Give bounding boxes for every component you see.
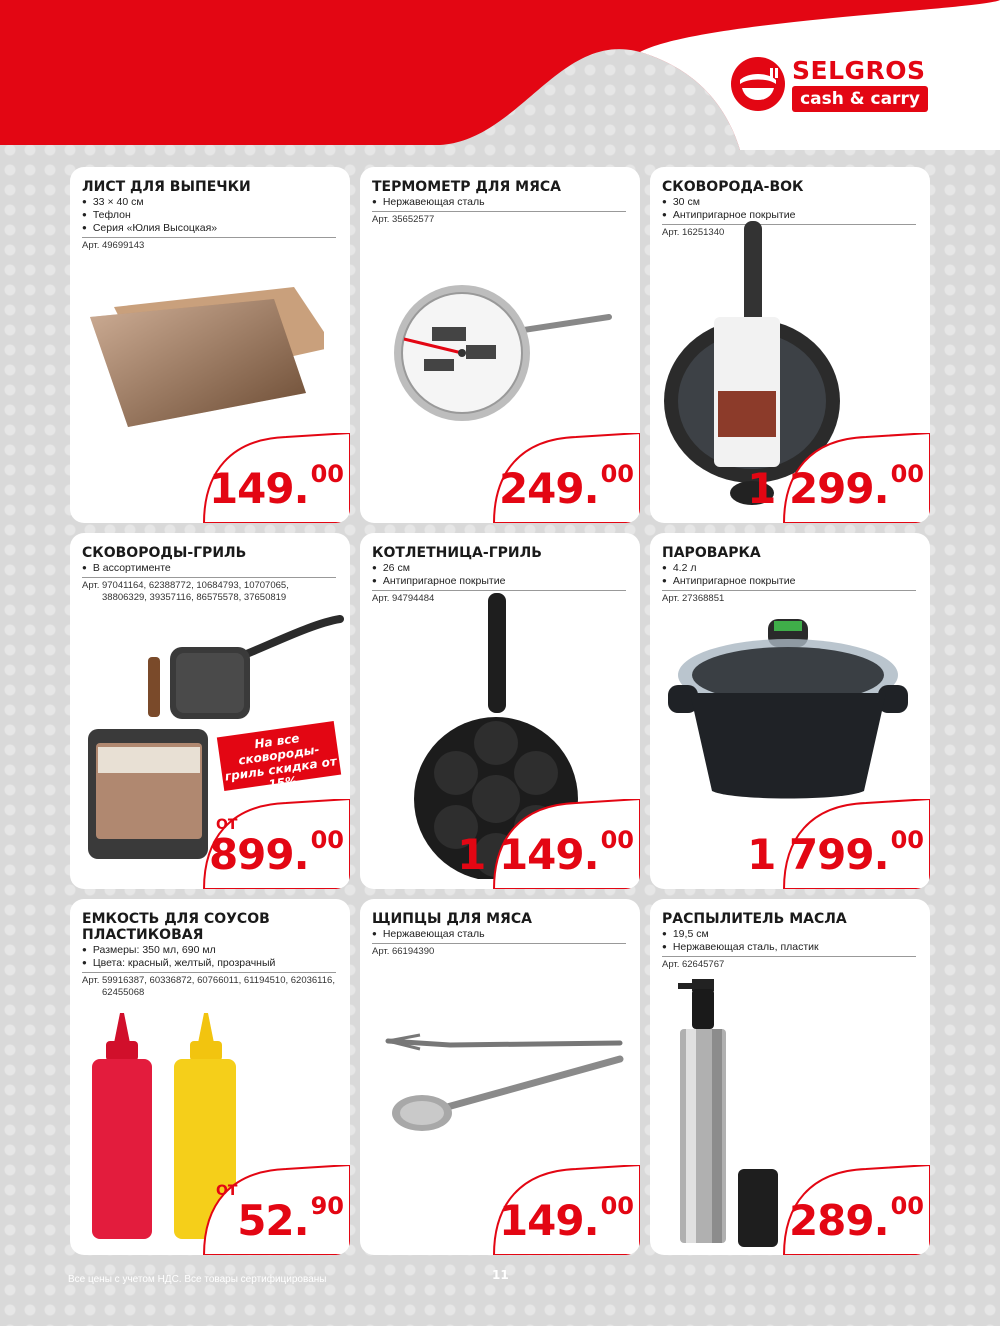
- product-title: РАСПЫЛИТЕЛЬ МАСЛА: [662, 911, 847, 927]
- product-card-grill-pans[interactable]: [70, 533, 350, 889]
- brand-tagline: cash & carry: [792, 86, 928, 112]
- price: 249.00: [498, 460, 634, 513]
- promo-label: На все сковороды-гриль скидка от 15%: [217, 721, 341, 791]
- price: 52.90: [237, 1192, 344, 1245]
- article-number: Арт. 35652577: [372, 211, 626, 226]
- price-tag: [490, 433, 640, 523]
- article-number: Арт. 27368851: [662, 590, 916, 605]
- product-card-wok[interactable]: [650, 167, 930, 523]
- product-card-sauce-bottles[interactable]: [70, 899, 350, 1255]
- product-title: ТЕРМОМЕТР ДЛЯ МЯСА: [372, 179, 561, 195]
- price-tag: [200, 799, 350, 889]
- feature-item: ● 19,5 см: [662, 928, 920, 941]
- feature-item: ● 26 см: [372, 562, 630, 575]
- price-tag: [457, 799, 640, 889]
- brand-name: SELGROS: [792, 56, 926, 85]
- product-card-oil-sprayer[interactable]: [650, 899, 930, 1255]
- product-title: КОТЛЕТНИЦА-ГРИЛЬ: [372, 545, 542, 561]
- feature-list: [82, 944, 340, 970]
- product-title: ЩИПЦЫ ДЛЯ МЯСА: [372, 911, 532, 927]
- product-title: ЕМКОСТЬ ДЛЯ СОУСОВ ПЛАСТИКОВАЯ: [82, 911, 270, 943]
- feature-item: ● 33 × 40 см: [82, 196, 340, 209]
- header-banner: [0, 0, 1000, 150]
- price-tag: [747, 799, 930, 889]
- selgros-logo: [730, 56, 930, 114]
- feature-item: ● Нержавеющая сталь, пластик: [662, 941, 920, 954]
- feature-list: [662, 196, 920, 222]
- feature-item: ● Цвета: красный, желтый, прозрачный: [82, 957, 340, 970]
- feature-item: ● Антипригарное покрытие: [372, 575, 630, 588]
- feature-list: [662, 562, 920, 588]
- product-card-cutlet-grill[interactable]: [360, 533, 640, 889]
- price: 1 799.00: [747, 826, 924, 879]
- product-title: ЛИСТ ДЛЯ ВЫПЕЧКИ: [82, 179, 251, 195]
- article-number: Арт. 66194390: [372, 943, 626, 958]
- article-number: Арт. 94794484: [372, 590, 626, 605]
- price-tag: [747, 433, 930, 523]
- price: 149.00: [498, 1192, 634, 1245]
- product-card-meat-tongs[interactable]: [360, 899, 640, 1255]
- article-number: Арт. 62645767: [662, 956, 916, 971]
- thermometer-image: [384, 267, 624, 437]
- article-number: Арт. 59916387, 60336872, 60766011, 61194510, 62036116, 62455068: [82, 972, 336, 999]
- article-number: Арт. 97041164, 62388772, 10684793, 10707065, 38806329, 39357116, 86575578, 37650819: [82, 577, 336, 604]
- price-prefix: ОТ: [216, 817, 238, 833]
- feature-list: [372, 196, 630, 209]
- product-title: ПАРОВАРКА: [662, 545, 761, 561]
- product-title: СКОВОРОДА-ВОК: [662, 179, 804, 195]
- feature-item: ● Размеры: 350 мл, 690 мл: [82, 944, 340, 957]
- feature-list: [662, 928, 920, 954]
- feature-list: [372, 562, 630, 588]
- article-number: Арт. 49699143: [82, 237, 336, 252]
- article-number: Арт. 16251340: [662, 224, 916, 239]
- price: 1 149.00: [457, 826, 634, 879]
- price: 289.00: [788, 1192, 924, 1245]
- feature-list: [82, 196, 340, 235]
- price: 899.00: [208, 826, 344, 879]
- feature-list: [82, 562, 340, 575]
- feature-item: ● 4.2 л: [662, 562, 920, 575]
- price-prefix: ОТ: [216, 1183, 238, 1199]
- steamer-image: [664, 609, 914, 809]
- feature-item: ● 30 см: [662, 196, 920, 209]
- price: 1 299.00: [747, 460, 924, 513]
- logo-icon: [730, 56, 786, 112]
- product-card-meat-thermometer[interactable]: [360, 167, 640, 523]
- product-card-baking-sheet[interactable]: [70, 167, 350, 523]
- product-title: СКОВОРОДЫ-ГРИЛЬ: [82, 545, 247, 561]
- product-card-steamer[interactable]: [650, 533, 930, 889]
- tongs-image: [380, 1029, 630, 1139]
- baking-sheet-image: [84, 277, 324, 427]
- page-number: 11: [492, 1268, 509, 1282]
- price: 149.00: [208, 460, 344, 513]
- price-tag: [200, 433, 350, 523]
- price-tag: [490, 1165, 640, 1255]
- footer-note: Все цены с учетом НДС. Все товары сертифицированы: [68, 1274, 327, 1285]
- feature-item: ● Тефлон: [82, 209, 340, 222]
- feature-list: [372, 928, 630, 941]
- feature-item: ● Серия «Юлия Высоцкая»: [82, 222, 340, 235]
- feature-item: ● Нержавеющая сталь: [372, 928, 630, 941]
- feature-item: ● В ассортименте: [82, 562, 340, 575]
- feature-item: ● Антипригарное покрытие: [662, 575, 920, 588]
- feature-item: ● Антипригарное покрытие: [662, 209, 920, 222]
- price-tag: [780, 1165, 930, 1255]
- feature-item: ● Нержавеющая сталь: [372, 196, 630, 209]
- price-tag: [200, 1165, 350, 1255]
